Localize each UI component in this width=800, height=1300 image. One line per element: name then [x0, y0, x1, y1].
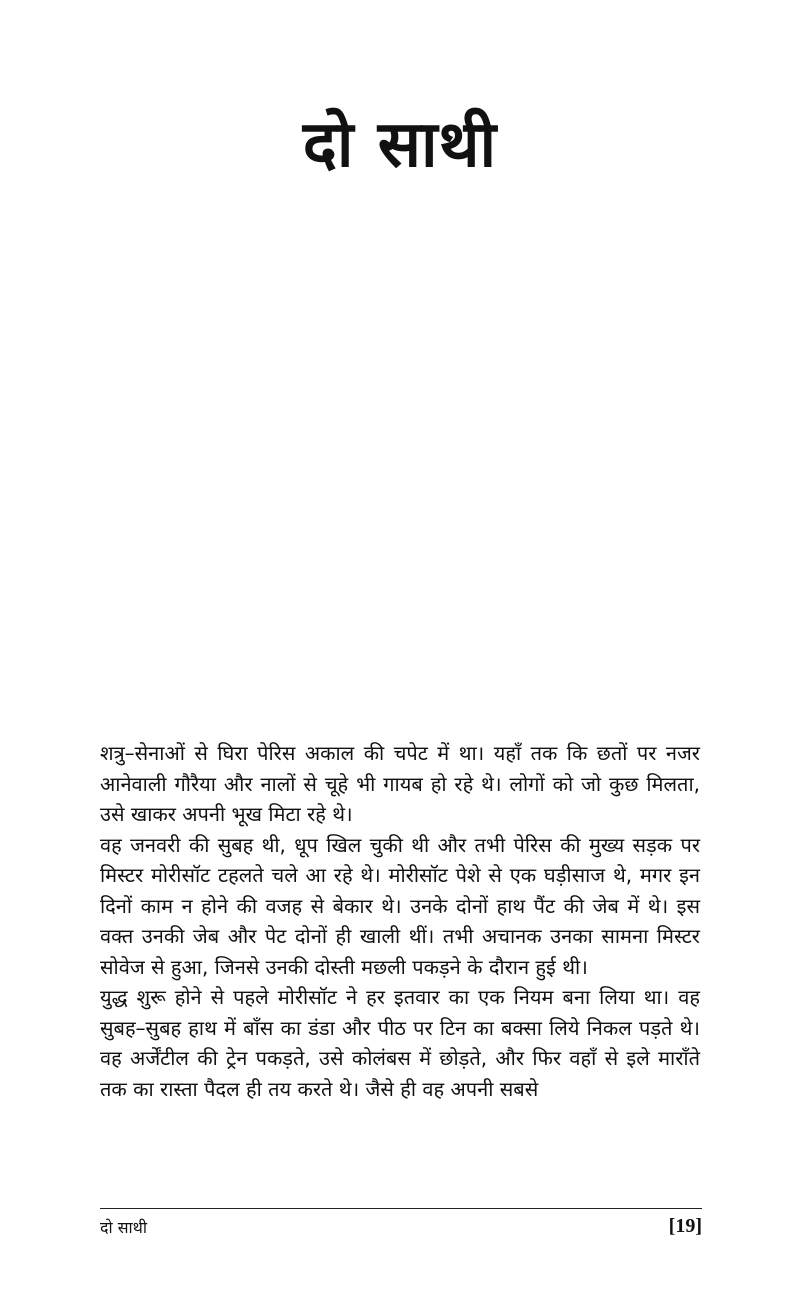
paragraph-3: युद्ध शुरू होने से पहले मोरीसॉट ने हर इतवार का एक नियम बना लिया था। वह सुबह–सुबह हाथ में बाँस का डंडा और पीठ पर टिन का बक्सा लिये निकल पड़ते थे। वह अर्जेंटील की ट्रेन पकड़ते, उसे कोलंबस में छोड़ते, और फिर वहाँ से इले माराँते तक का रास्ता पैदल ही तय करते थे। जैसे ही वह अपनी सबसे — [100, 985, 700, 1101]
footer-rule — [100, 1208, 702, 1209]
paragraph-2: वह जनवरी की सुबह थी, धूप खिल चुकी थी और तभी पेरिस की मुख्य सड़क पर मिस्टर मोरीसॉट टहलते चले आ रहे थे। मोरीसॉट पेशे से एक घड़ीसाज थे, मगर इन दिनों काम न होने की वजह से बेकार थे। उनके दोनों हाथ पैंट की जेब में थे। इस वक्त उनकी जेब और पेट दोनों ही खाली थीं। तभी अचानक उनका सामना मिस्टर सोवेज से हुआ, जिनसे उनकी दोस्ती मछली पकड़ने के दौरान हुई थी। — [100, 832, 700, 979]
running-title: दो साथी — [100, 1218, 148, 1237]
paragraph-1: शत्रु–सेनाओं से घिरा पेरिस अकाल की चपेट में था। यहाँ तक कि छतों पर नजर आनेवाली गौरैया और नालों से चूहे भी गायब हो रहे थे। लोगों को जो कुछ मिलता, उसे खाकर अपनी भूख मिटा रहे थे। — [100, 741, 700, 826]
chapter-title: दो साथी — [302, 108, 498, 182]
page-number: [19] — [668, 1215, 702, 1237]
body-text — [100, 738, 700, 1104]
